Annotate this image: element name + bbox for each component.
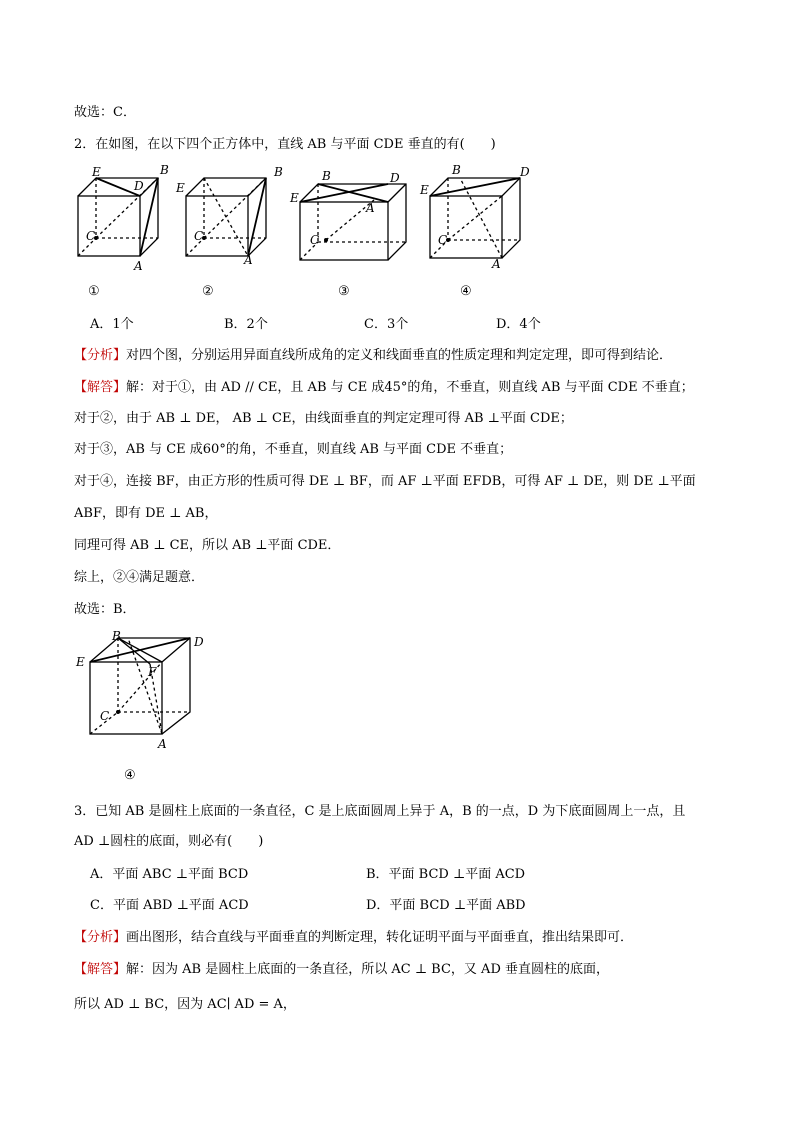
text-line: 对于②，由于 AB ⊥ DE， AB ⊥ CE，由线面垂直的判定定理可得 AB ⊥平面 CDE； xyxy=(74,411,573,426)
question-3: 3．已知 AB 是圆柱上底面的一条直径，C 是上底面圆周上异于 A，B 的一点，D 为下底面圆周上一点，且 xyxy=(74,804,686,819)
label-D: D xyxy=(194,635,204,649)
text-line: 故选：B． xyxy=(74,602,136,617)
label-D: D xyxy=(134,179,144,193)
label-D: D xyxy=(520,165,530,179)
text-line: 同理可得 AB ⊥ CE，所以 AB ⊥平面 CDE． xyxy=(74,538,341,553)
label-C: C xyxy=(194,229,204,243)
option-b: B．平面 BCD ⊥平面 ACD xyxy=(366,867,526,882)
label-B: B xyxy=(322,169,331,183)
analysis xyxy=(74,347,672,365)
label-C: C xyxy=(100,709,110,723)
answer-tag: 【解答】 xyxy=(74,380,127,395)
label-C: C xyxy=(438,233,448,247)
figure-caption: ④ xyxy=(124,768,136,783)
analysis-tag: 【分析】 xyxy=(74,348,127,363)
label-C: C xyxy=(310,233,320,247)
cube-1 xyxy=(78,178,158,256)
analysis-tag: 【分析】 xyxy=(74,930,127,945)
text-line: 对于④，连接 BF，由正方形的性质可得 DE ⊥ BF，而 AF ⊥平面 EFDB，可得 AF ⊥ DE，则 DE ⊥平面 xyxy=(74,474,696,489)
option-c: C．平面 ABD ⊥平面 ACD xyxy=(90,898,249,913)
option-b: B．2个 xyxy=(224,317,268,332)
answer-3 xyxy=(74,961,609,979)
analysis-3 xyxy=(74,929,633,947)
label-A: A xyxy=(134,259,143,273)
option-a: A．平面 ABC ⊥平面 BCD xyxy=(90,867,249,882)
answer xyxy=(74,379,694,397)
question-2: 2．在如图，在以下四个正方体中，直线 AB 与平面 CDE 垂直的有( ) xyxy=(74,137,496,152)
option-d: D．4个 xyxy=(496,317,541,332)
option-d: D．平面 BCD ⊥平面 ABD xyxy=(366,898,526,913)
figure-cube-large xyxy=(0,628,794,768)
label-C: C xyxy=(86,229,96,243)
cube-2 xyxy=(186,178,266,256)
label-E: E xyxy=(420,183,429,197)
figure-caption-1: ① xyxy=(88,284,100,299)
label-E: E xyxy=(176,181,185,195)
analysis-text: 对四个图，分别运用异面直线所成角的定义和线面垂直的性质定理和判定定理，即可得到结论． xyxy=(126,348,673,363)
label-E: E xyxy=(76,655,85,669)
label-B: B xyxy=(452,163,461,177)
label-B: B xyxy=(112,629,121,643)
answer-tag: 【解答】 xyxy=(74,962,127,977)
option-a: A．1个 xyxy=(90,317,134,332)
text-line: 对于③，AB 与 CE 成60°的角，不垂直，则直线 AB 与平面 CDE 不垂直； xyxy=(74,442,513,457)
figure-cubes xyxy=(0,160,794,300)
label-A: A xyxy=(158,737,167,751)
question-3-cont: AD ⊥圆柱的底面，则必有( ) xyxy=(74,834,264,849)
text-line: 故选：C． xyxy=(74,105,136,120)
label-A: A xyxy=(492,257,501,271)
cube-3 xyxy=(300,184,406,260)
option-c: C．3个 xyxy=(364,317,409,332)
label-B: B xyxy=(274,165,283,179)
label-E: E xyxy=(92,165,101,179)
figure-caption-4: ④ xyxy=(460,284,472,299)
answer-text: 解：对于①，由 AD // CE，且 AB 与 CE 成45°的角，不垂直，则直线 AB 与平面 CDE 不垂直； xyxy=(126,380,694,395)
label-E: E xyxy=(290,191,299,205)
text-line: 综上，②④满足题意． xyxy=(74,570,205,585)
label-A: A xyxy=(244,253,253,267)
label-F: F xyxy=(148,665,157,679)
label-D: D xyxy=(390,171,400,185)
answer-text: 解：因为 AB 是圆柱上底面的一条直径，所以 AC ⊥ BC，又 AD 垂直圆柱的底面， xyxy=(126,962,609,977)
analysis-text: 画出图形，结合直线与平面垂直的判断定理，转化证明平面与平面垂直，推出结果即可． xyxy=(126,930,634,945)
figure-caption-3: ③ xyxy=(338,284,350,299)
figure-caption-2: ② xyxy=(202,284,214,299)
text-line: ABF，即有 DE ⊥ AB， xyxy=(74,506,218,521)
text-line: 所以 AD ⊥ BC，因为 AC∣ AD = A， xyxy=(74,997,296,1012)
label-A: A xyxy=(366,201,375,215)
label-B: B xyxy=(160,163,169,177)
